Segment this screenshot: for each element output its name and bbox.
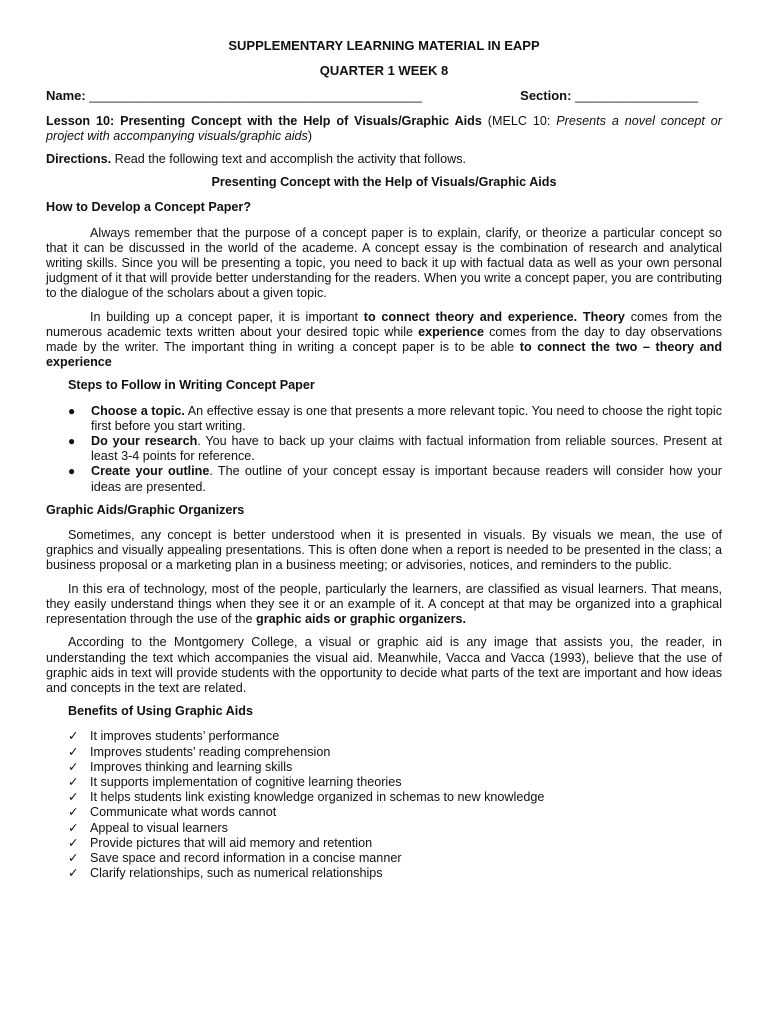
section-line: _________________ xyxy=(575,88,698,104)
graphic-aids-paragraph-3: According to the Montgomery College, a visual or graphic aid is any image that assists you, the reader, in understanding the text which accompanies the visual aid. Meanwhile, Vacca and Vacca (1993), believe that the use of graphic aids in text will provide students with the opportunity to decide what parts of the text are important and how ideas and concepts in the text are related. xyxy=(46,635,722,695)
benefit-text: Communicate what words cannot xyxy=(90,805,277,820)
section-field xyxy=(520,88,698,103)
benefit-text: Save space and record information in a concise manner xyxy=(90,850,402,865)
quarter-title: QUARTER 1 WEEK 8 xyxy=(319,63,449,79)
benefit-text: Improves students’ reading comprehension xyxy=(90,744,331,759)
melc-suffix: ) xyxy=(307,128,313,143)
graphic-aids-heading: Graphic Aids/Graphic Organizers xyxy=(46,502,245,517)
name-label: Name: xyxy=(46,88,86,104)
graphic-para2-bold: graphic aids or graphic organizers. xyxy=(256,612,466,627)
list-item xyxy=(68,434,722,464)
para2-bold-b: to connect theory and experience. Theory xyxy=(363,309,625,324)
steps-list xyxy=(46,404,722,495)
document-title: SUPPLEMENTARY LEARNING MATERIAL IN EAPP xyxy=(228,38,540,53)
benefit-text: Provide pictures that will aid memory and retention xyxy=(90,835,373,850)
directions-label: Directions. xyxy=(46,152,112,167)
checkmark-icon: ✓ xyxy=(68,774,79,789)
step-text: . The outline of your concept essay is important because readers will consider how your ideas are presented. xyxy=(91,464,722,494)
list-item xyxy=(68,866,722,881)
concept-paper-heading: How to Develop a Concept Paper? xyxy=(46,200,252,215)
para2-text-c: comes from the numerous academic texts written about your desired topic while xyxy=(46,309,722,339)
list-item xyxy=(68,805,722,820)
bullet-icon: ● xyxy=(68,464,76,479)
melc-text: Presents a novel concept or project with accompanying visuals/graphic aids xyxy=(46,113,722,143)
list-item xyxy=(68,760,722,775)
benefit-text: It improves students’ performance xyxy=(90,729,280,744)
bullet-icon: ● xyxy=(68,434,76,449)
list-item xyxy=(68,790,722,805)
benefit-text: Improves thinking and learning skills xyxy=(90,759,293,774)
lesson-title: Lesson 10: Presenting Concept with the Help of Visuals/Graphic Aids xyxy=(46,113,482,128)
list-item xyxy=(68,404,722,434)
list-item xyxy=(68,775,722,790)
name-line: ______________________________________________ xyxy=(89,88,422,104)
steps-heading: Steps to Follow in Writing Concept Paper xyxy=(68,378,315,393)
checkmark-icon: ✓ xyxy=(68,805,79,820)
main-heading: Presenting Concept with the Help of Visuals/Graphic Aids xyxy=(211,175,557,190)
step-text: An effective essay is one that presents a more relevant topic. You need to choose the right topic first before you start writing. xyxy=(91,403,722,433)
concept-paragraph-2 xyxy=(46,310,722,371)
checkmark-icon: ✓ xyxy=(68,744,79,759)
graphic-aids-paragraph-2 xyxy=(46,582,722,628)
checkmark-icon: ✓ xyxy=(68,866,79,881)
step-title: Choose a topic. xyxy=(91,403,185,418)
list-item xyxy=(68,836,722,851)
directions-text: Read the following text and accomplish the activity that follows. xyxy=(114,152,467,167)
list-item xyxy=(68,745,722,760)
list-item xyxy=(68,851,722,866)
benefits-heading: Benefits of Using Graphic Aids xyxy=(68,704,253,719)
step-title: Do your research xyxy=(91,434,198,449)
melc-prefix: (MELC 10: xyxy=(487,113,551,128)
checkmark-icon: ✓ xyxy=(68,820,79,835)
step-text: . You have to back up your claims with factual information from reliable sources. Present at least 3-4 points for reference. xyxy=(91,434,723,464)
para2-text-e: comes from the day to day observations made by the writer. The important thing in writing a concept paper is to be able xyxy=(46,324,723,355)
checkmark-icon: ✓ xyxy=(68,835,79,850)
checkmark-icon: ✓ xyxy=(68,759,79,774)
benefit-text: Clarify relationships, such as numerical relationships xyxy=(90,866,383,881)
benefit-text: It supports implementation of cognitive learning theories xyxy=(90,774,402,789)
section-label: Section: xyxy=(520,88,572,104)
name-field xyxy=(46,88,422,103)
checkmark-icon: ✓ xyxy=(68,790,79,805)
benefit-text: Appeal to visual learners xyxy=(90,820,228,835)
para2-text-a: In building up a concept paper, it is important xyxy=(90,309,359,324)
checkmark-icon: ✓ xyxy=(68,850,79,865)
concept-paragraph-1: Always remember that the purpose of a concept paper is to explain, clarify, or theorize a particular concept so that it can be discussed in the world of the academe. A concept essay is the combination of research and analytical writing skills. Since you will be presenting a topic, you need to back it up with factual data as well as your own personal judgment of it that will provide better understanding for the readers. When you write a concept paper, you are contributing to the dialogue of the scholars about a given topic. xyxy=(46,225,722,301)
lesson-line xyxy=(46,114,722,144)
step-title: Create your outline xyxy=(91,464,210,479)
benefit-text: It helps students link existing knowledge organized in schemas to new knowledge xyxy=(90,790,545,805)
graphic-para2-text: In this era of technology, most of the people, particularly the learners, are classified as visual learners. That means, they easily understand things when they see it or an example of it. A concept at that may be organized into a graphical representation through the use of the xyxy=(46,581,722,627)
bullet-icon: ● xyxy=(68,403,76,418)
list-item xyxy=(68,729,722,744)
para2-bold-f: to connect the two – theory and experience xyxy=(46,340,723,370)
list-item xyxy=(68,464,722,494)
graphic-aids-paragraph-1: Sometimes, any concept is better understood when it is presented in visuals. By visuals we mean, the use of graphics and visually appealing presentations. This is often done when a report is needed to be presented in the class; a business proposal or a marketing plan in a business meeting; or advisories, notices, and reminders to the public. xyxy=(46,528,722,573)
list-item xyxy=(68,821,722,836)
para2-bold-d: experience xyxy=(418,324,484,339)
directions-line xyxy=(46,152,722,167)
student-fields xyxy=(46,88,722,103)
benefits-list xyxy=(46,729,722,881)
checkmark-icon: ✓ xyxy=(68,729,79,744)
